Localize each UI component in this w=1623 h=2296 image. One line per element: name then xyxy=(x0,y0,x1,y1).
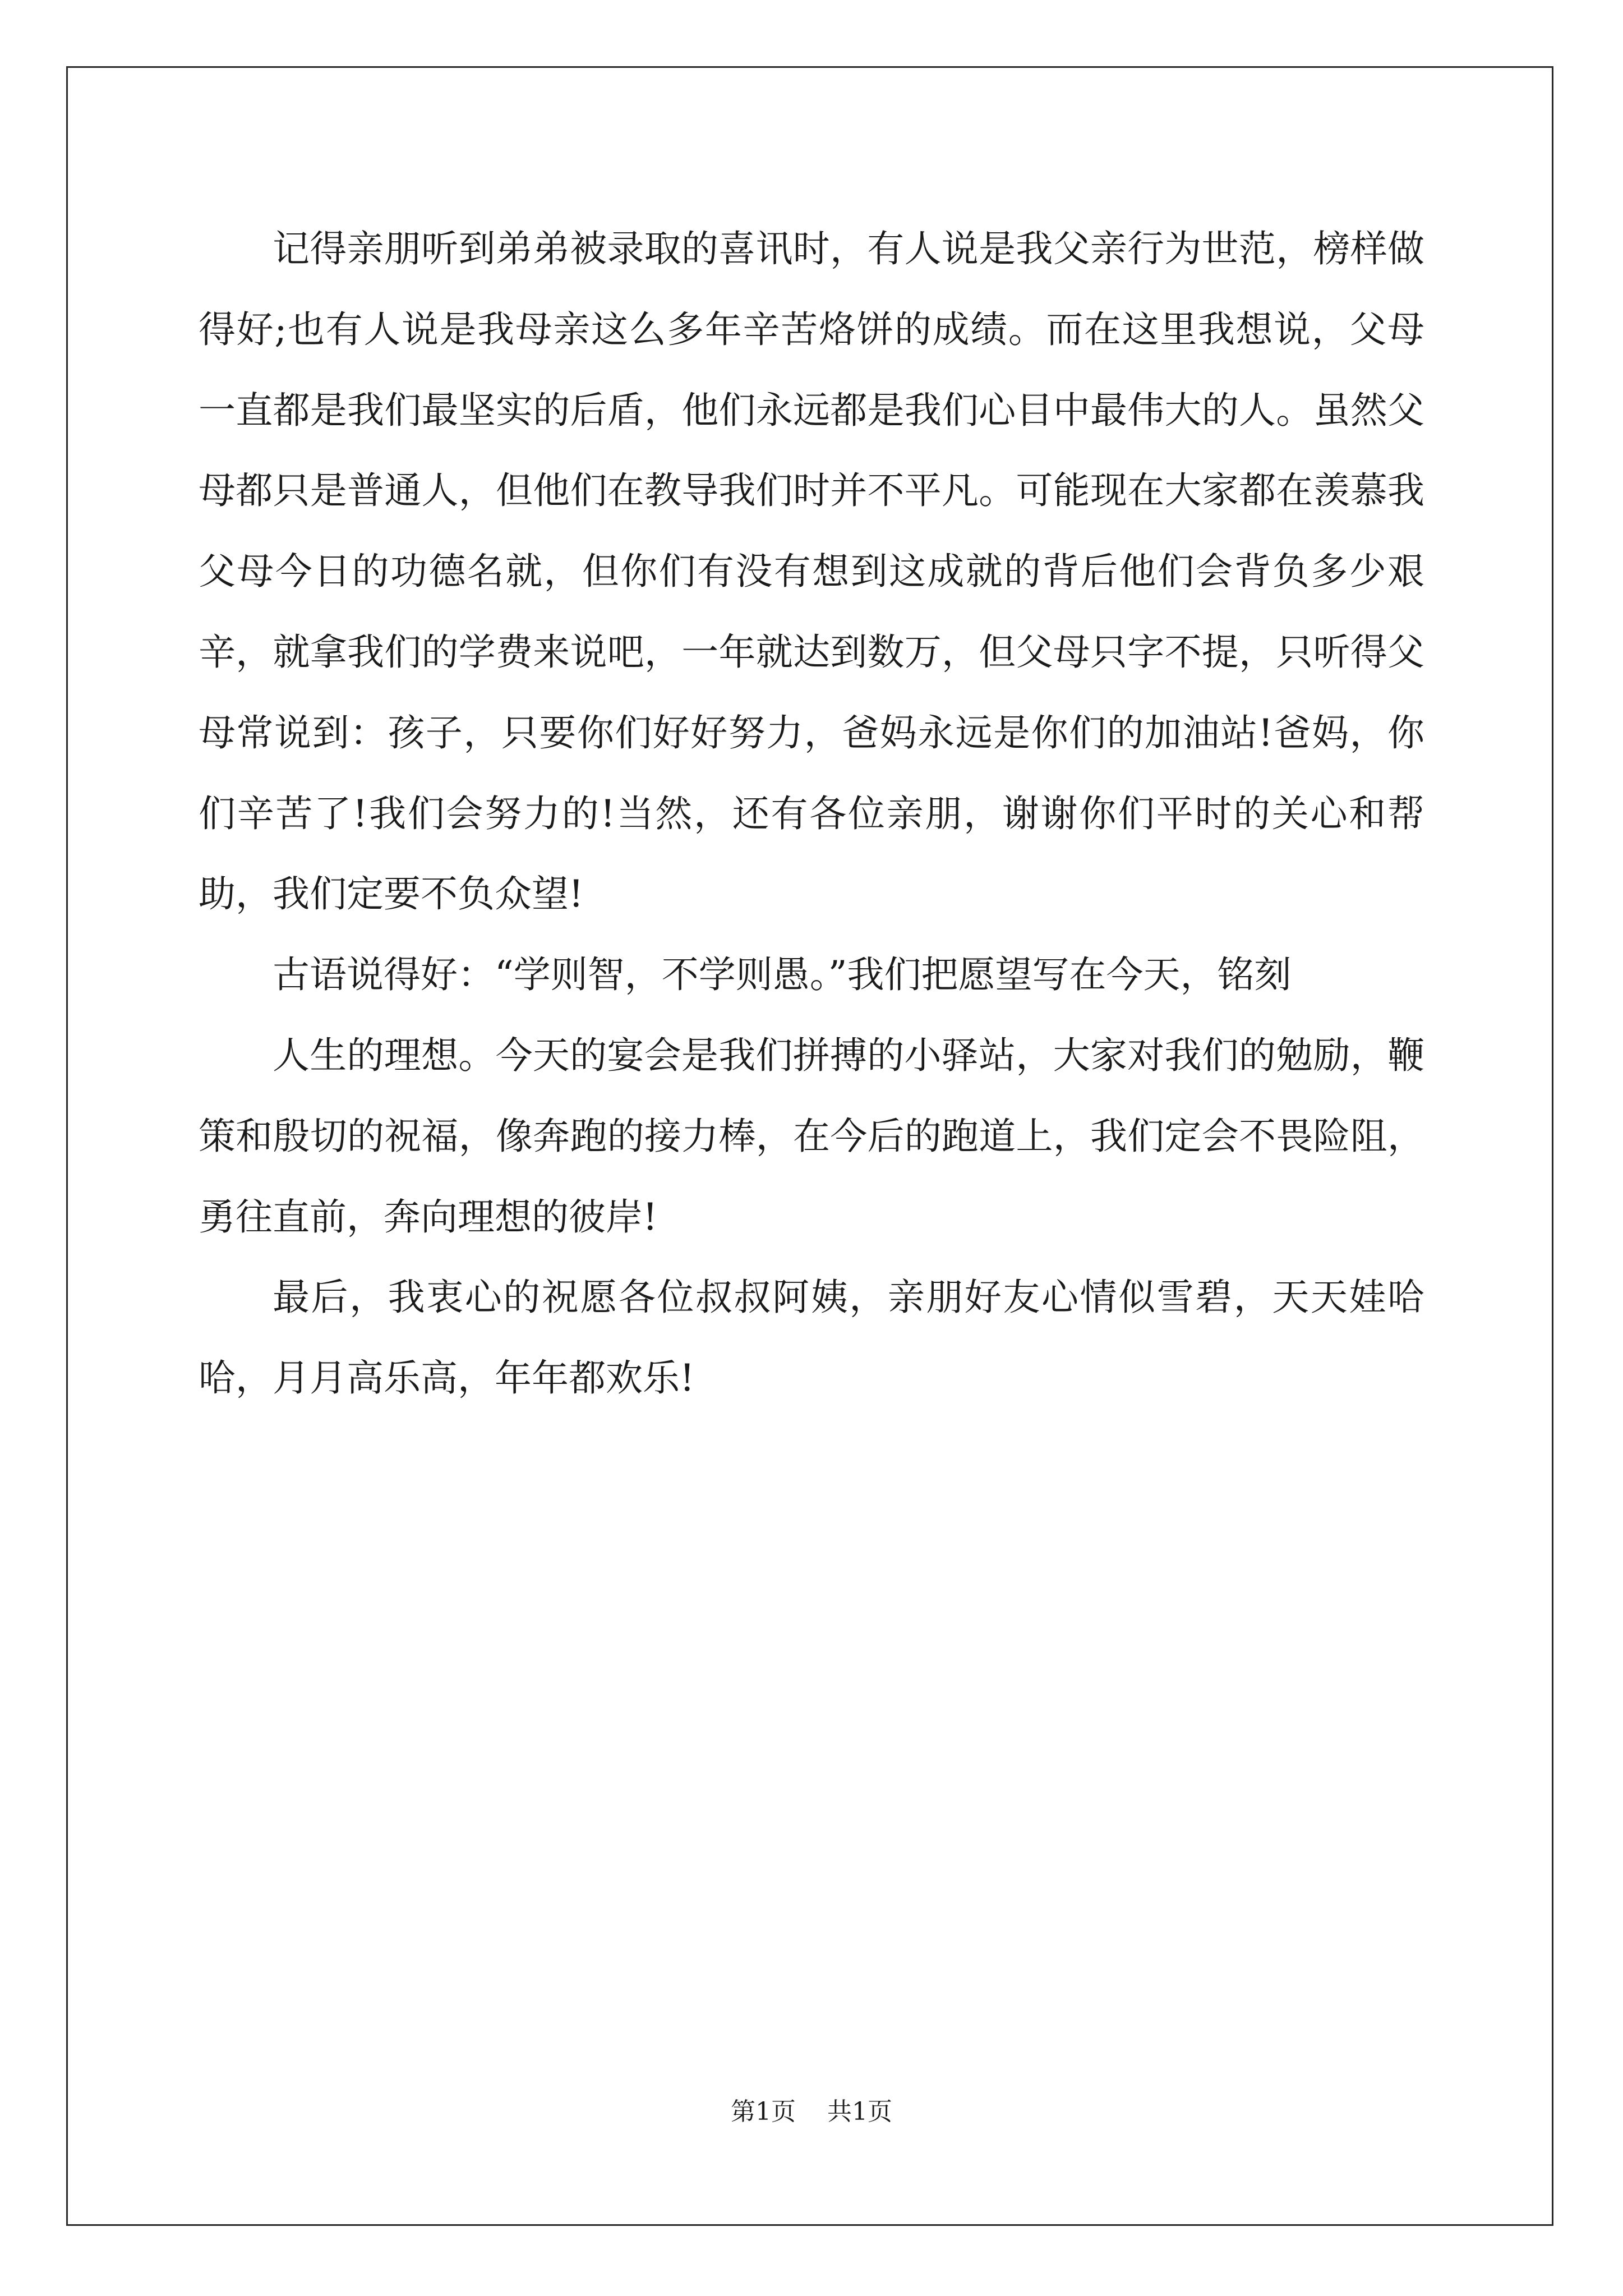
page-number-total: 共1页 xyxy=(827,2097,892,2126)
document-body xyxy=(199,209,1424,1419)
paragraph-1: 记得亲朋听到弟弟被录取的喜讯时，有人说是我父亲行为世范，榜样做得好;也有人说是我母亲这么多年辛苦烙饼的成绩。而在这里我想说，父母一直都是我们最坚实的后盾，他们永远都是我们心目中最伟大的人。虽然父母都只是普通人，但他们在教导我们时并不平凡。可能现在大家都在羡慕我父母今日的功德名就，但你们有没有想到这成就的背后他们会背负多少艰辛，就拿我们的学费来说吧，一年就达到数万，但父母只字不提，只听得父母常说到：孩子，只要你们好好努力，爸妈永远是你们的加油站!爸妈，你们辛苦了!我们会努力的!当然，还有各位亲朋，谢谢你们平时的关心和帮助，我们定要不负众望! xyxy=(199,227,1424,916)
paragraph-2: 古语说得好：“学则智，不学则愚。”我们把愿望写在今天，铭刻 xyxy=(273,953,1292,997)
paragraph-4: 最后，我衷心的祝愿各位叔叔阿姨，亲朋好友心情似雪碧，天天娃哈哈，月月高乐高，年年都欢乐! xyxy=(199,1276,1424,1400)
paragraph-3: 人生的理想。今天的宴会是我们拼搏的小驿站，大家对我们的勉励，鞭策和殷切的祝福，像奔跑的接力棒，在今后的跑道上，我们定会不畏险阻，勇往直前，奔向理想的彼岸! xyxy=(199,1033,1424,1239)
page-number-current: 第1页 xyxy=(731,2097,796,2126)
page-footer xyxy=(0,2091,1623,2127)
